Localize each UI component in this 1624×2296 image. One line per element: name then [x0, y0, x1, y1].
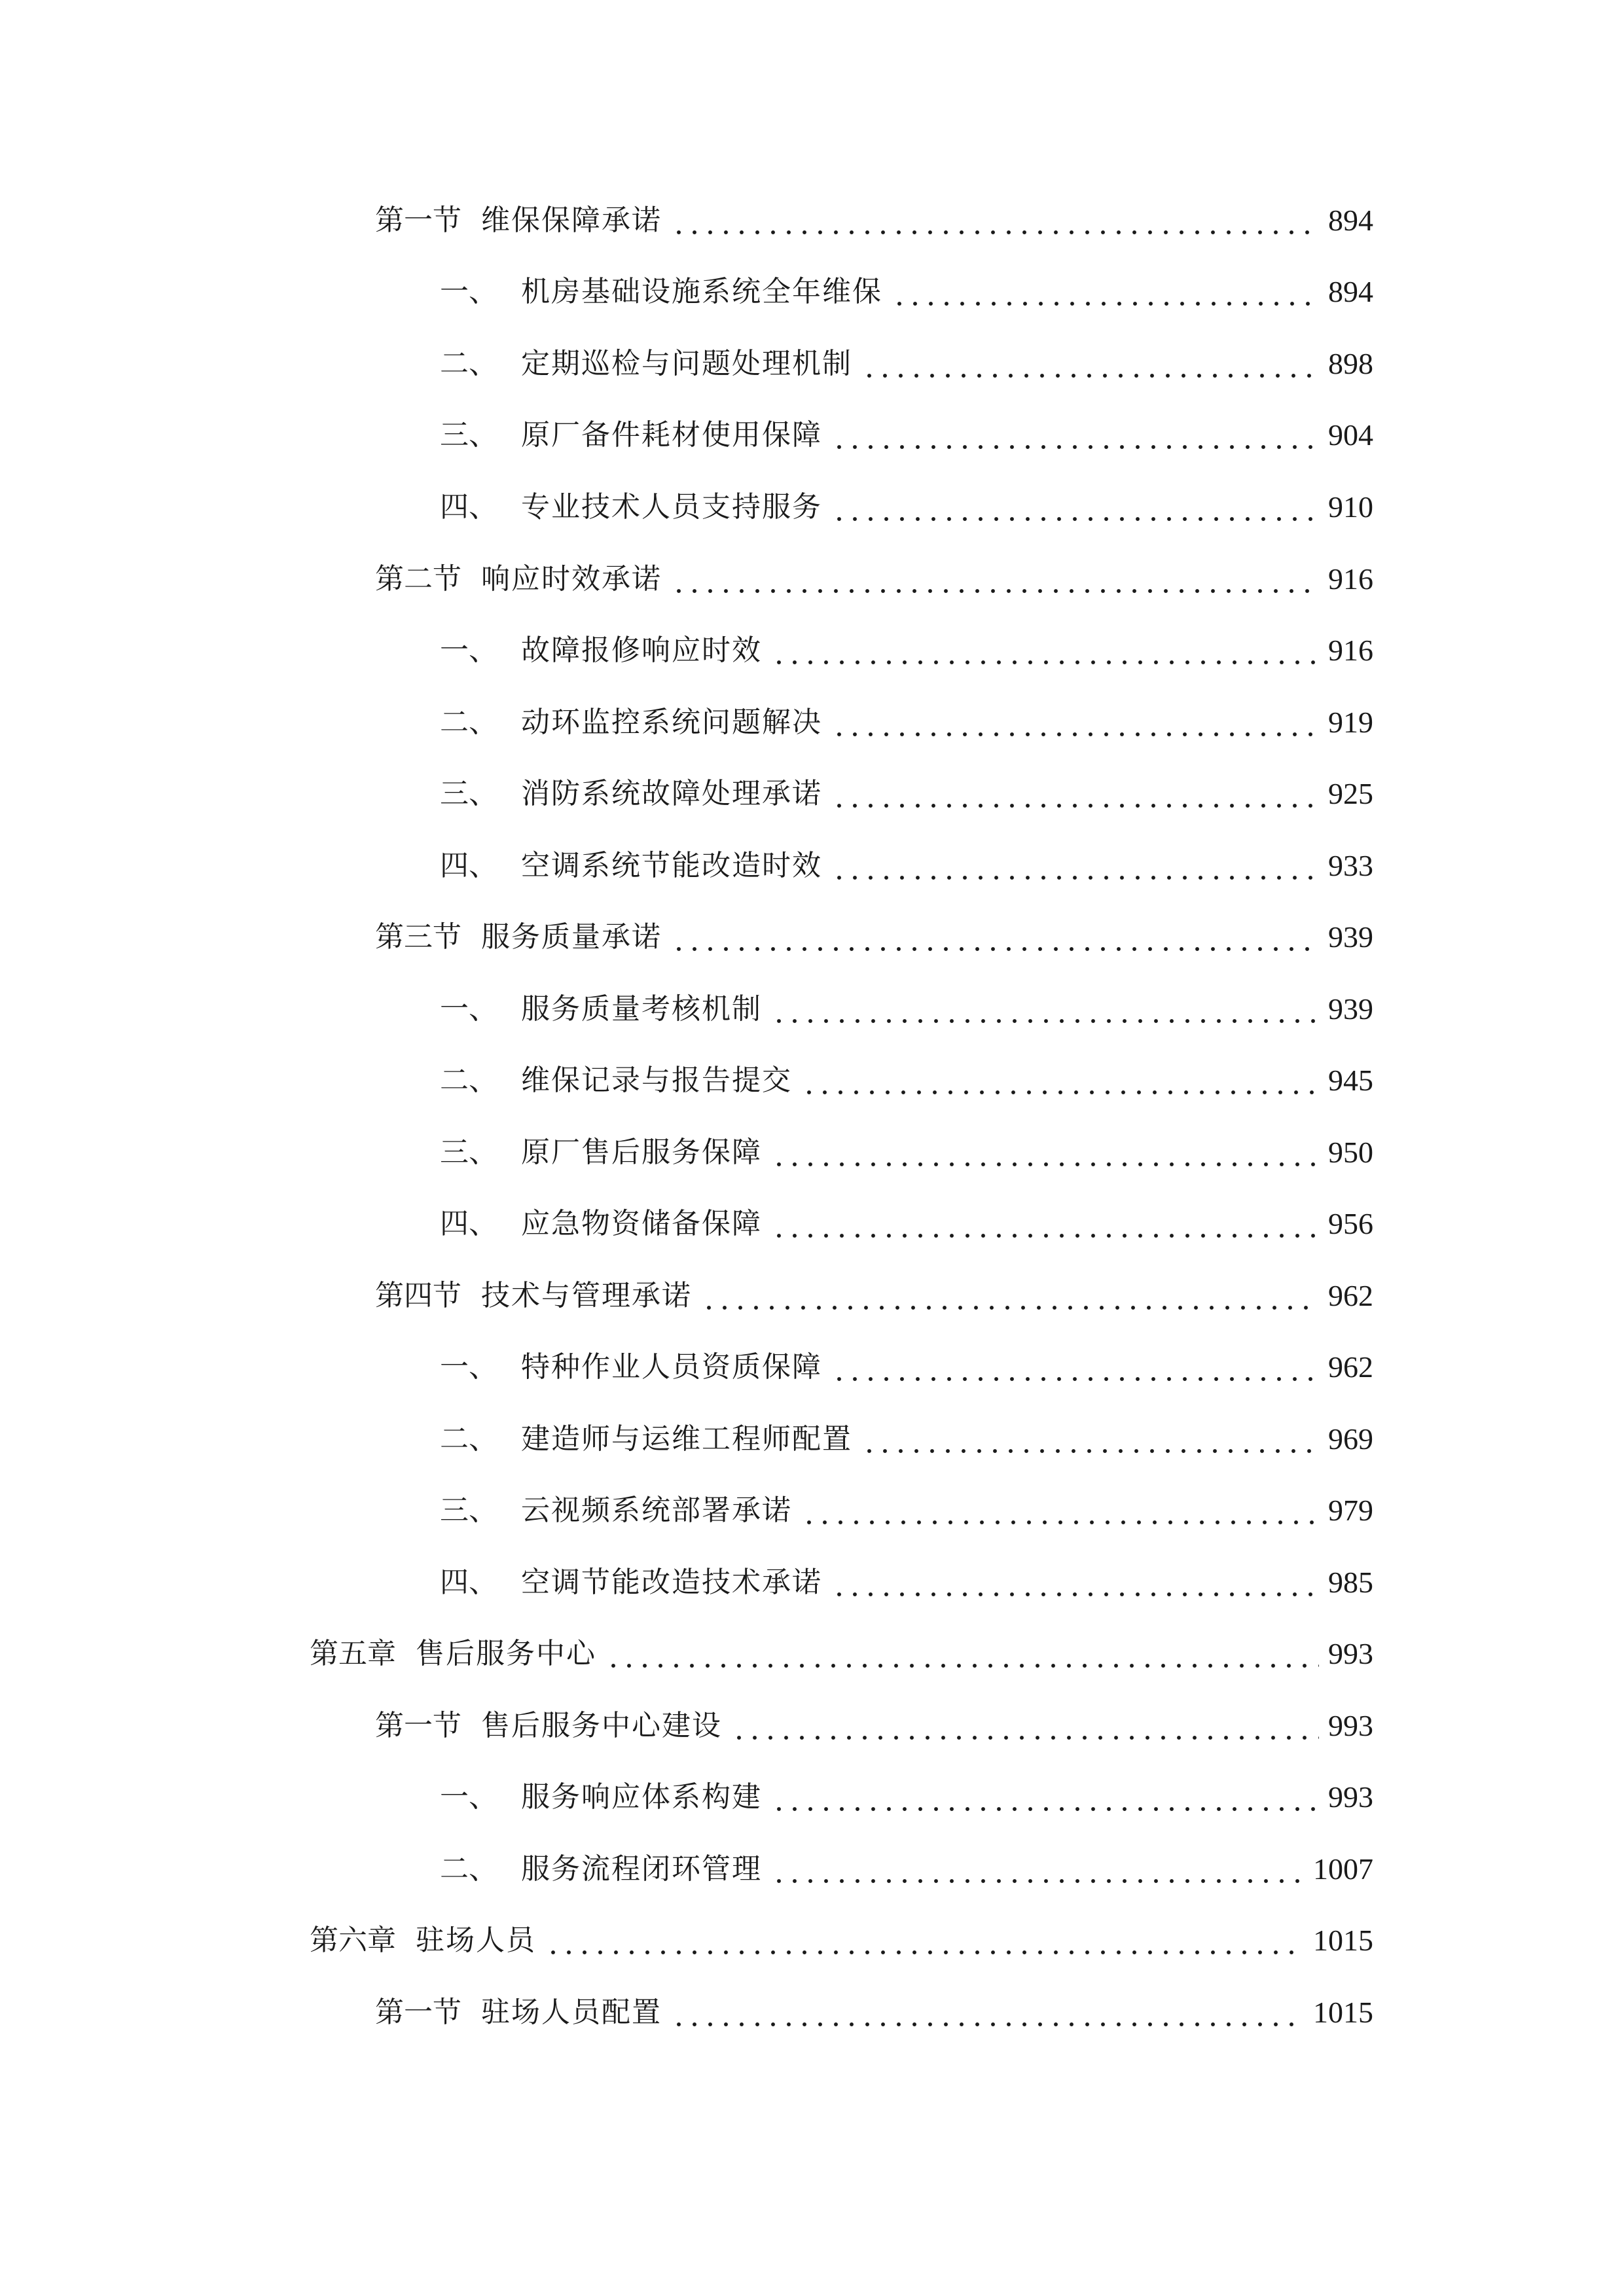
toc-page-number: 898 — [1328, 347, 1373, 380]
toc-entry-number: 二、 — [440, 347, 497, 380]
toc-page-number: 962 — [1328, 1350, 1373, 1384]
toc-entry-subsection[interactable] — [440, 266, 1373, 318]
toc-entry-title: 驻场人员 — [416, 1924, 536, 1957]
toc-entry-number: 四、 — [440, 490, 497, 524]
toc-entry-label: 第一节 — [375, 204, 461, 237]
toc-entry-title: 应急物资储备保障 — [521, 1207, 762, 1240]
toc-entry-subsection[interactable] — [440, 338, 1373, 390]
toc-entry-subsection[interactable] — [440, 1843, 1373, 1895]
toc-entry-title: 服务质量考核机制 — [521, 992, 762, 1026]
toc-page-number: 894 — [1328, 204, 1373, 237]
toc-entry-subsection[interactable] — [440, 1413, 1373, 1465]
toc-entry-section[interactable] — [375, 1986, 1373, 2039]
toc-entry-title: 服务响应体系构建 — [521, 1780, 762, 1814]
toc-entry-title: 定期巡检与问题处理机制 — [521, 347, 852, 380]
toc-dot-leader — [771, 1843, 1304, 1895]
toc-entry-title: 原厂备件耗材使用保障 — [521, 418, 822, 452]
toc-entry-section[interactable] — [375, 1270, 1373, 1322]
toc-dot-leader — [771, 1198, 1319, 1250]
toc-dot-leader — [801, 1484, 1319, 1537]
toc-entry-subsection[interactable] — [440, 1054, 1373, 1107]
toc-entry-label: 第三节 — [375, 920, 461, 954]
toc-entry-subsection[interactable] — [440, 1556, 1373, 1609]
toc-entry-number: 一、 — [440, 1350, 497, 1384]
toc-dot-leader — [731, 1700, 1319, 1752]
toc-entry-title: 云视频系统部署承诺 — [521, 1494, 792, 1527]
toc-page-number: 933 — [1328, 849, 1373, 882]
toc-dot-leader — [831, 481, 1319, 533]
toc-page-number: 945 — [1328, 1064, 1373, 1097]
toc-dot-leader — [771, 1771, 1319, 1823]
toc-entry-section[interactable] — [375, 194, 1373, 247]
toc-page-number: 950 — [1328, 1136, 1373, 1169]
toc-entry-title: 机房基础设施系统全年维保 — [521, 275, 882, 308]
toc-dot-leader — [671, 1986, 1304, 2039]
toc-entry-label: 第五章 — [310, 1637, 396, 1670]
toc-dot-leader — [671, 194, 1319, 247]
toc-entry-number: 二、 — [440, 1064, 497, 1097]
toc-dot-leader — [801, 1054, 1319, 1107]
toc-page-number: 916 — [1328, 562, 1373, 596]
toc-entry-number: 二、 — [440, 1422, 497, 1456]
toc-entry-label: 第四节 — [375, 1279, 461, 1312]
toc-page-number: 1007 — [1313, 1852, 1373, 1886]
toc-entry-subsection[interactable] — [440, 840, 1373, 892]
toc-entry-title: 驻场人员配置 — [481, 1996, 662, 2029]
toc-entry-number: 三、 — [440, 1494, 497, 1527]
toc-dot-leader — [831, 1341, 1319, 1393]
toc-page-number: 956 — [1328, 1207, 1373, 1240]
toc-page-number: 993 — [1328, 1780, 1373, 1814]
toc-entry-section[interactable] — [375, 1700, 1373, 1752]
toc-entry-number: 二、 — [440, 1852, 497, 1886]
toc-entry-title: 动环监控系统问题解决 — [521, 706, 822, 739]
toc-dot-leader — [831, 768, 1319, 820]
toc-page-number: 919 — [1328, 706, 1373, 739]
toc-entry-number: 三、 — [440, 777, 497, 810]
toc-entry-chapter[interactable] — [310, 1914, 1373, 1967]
toc-page-number: 916 — [1328, 634, 1373, 667]
toc-entry-title: 技术与管理承诺 — [481, 1279, 692, 1312]
toc-entry-title: 专业技术人员支持服务 — [521, 490, 822, 524]
toc-entry-title: 原厂售后服务保障 — [521, 1136, 762, 1169]
toc-entry-title: 售后服务中心 — [416, 1637, 596, 1670]
toc-dot-leader — [831, 1556, 1319, 1609]
toc-entry-title: 服务质量承诺 — [481, 920, 662, 954]
toc-entry-number: 一、 — [440, 275, 497, 308]
toc-page-number: 962 — [1328, 1279, 1373, 1312]
toc-entry-title: 特种作业人员资质保障 — [521, 1350, 822, 1384]
toc-entry-title: 建造师与运维工程师配置 — [521, 1422, 852, 1456]
toc-entry-label: 第六章 — [310, 1924, 396, 1957]
toc-entry-subsection[interactable] — [440, 983, 1373, 1035]
toc-entry-subsection[interactable] — [440, 768, 1373, 820]
toc-entry-label: 第一节 — [375, 1996, 461, 2029]
toc-entry-subsection[interactable] — [440, 624, 1373, 677]
toc-page-number: 939 — [1328, 992, 1373, 1026]
toc-dot-leader — [771, 624, 1319, 677]
toc-entry-title: 服务流程闭环管理 — [521, 1852, 762, 1886]
toc-entry-subsection[interactable] — [440, 409, 1373, 461]
toc-dot-leader — [861, 1413, 1319, 1465]
toc-dot-leader — [831, 840, 1319, 892]
toc-page-number: 894 — [1328, 275, 1373, 308]
toc-page-number: 1015 — [1313, 1924, 1373, 1957]
toc-entry-subsection[interactable] — [440, 1771, 1373, 1823]
toc-dot-leader — [831, 696, 1319, 749]
toc-page-number: 969 — [1328, 1422, 1373, 1456]
toc-entry-label: 第一节 — [375, 1709, 461, 1742]
toc-entry-number: 二、 — [440, 706, 497, 739]
toc-dot-leader — [861, 338, 1319, 390]
toc-entry-number: 一、 — [440, 1780, 497, 1814]
toc-page-number: 910 — [1328, 490, 1373, 524]
toc-entry-title: 消防系统故障处理承诺 — [521, 777, 822, 810]
toc-entry-title: 维保保障承诺 — [481, 204, 662, 237]
toc-dot-leader — [671, 911, 1319, 963]
toc-page-number: 925 — [1328, 777, 1373, 810]
toc-page-number: 1015 — [1313, 1996, 1373, 2029]
toc-dot-leader — [831, 409, 1319, 461]
toc-entry-number: 四、 — [440, 849, 497, 882]
toc-dot-leader — [545, 1914, 1304, 1967]
toc-entry-number: 三、 — [440, 1136, 497, 1169]
toc-page-number: 904 — [1328, 418, 1373, 452]
toc-entry-number: 四、 — [440, 1566, 497, 1599]
toc-entry-title: 售后服务中心建设 — [481, 1709, 722, 1742]
toc-entry-number: 一、 — [440, 992, 497, 1026]
toc-dot-leader — [771, 983, 1319, 1035]
toc-entry-section[interactable] — [375, 553, 1373, 605]
toc-page-number: 939 — [1328, 920, 1373, 954]
toc-entry-title: 空调节能改造技术承诺 — [521, 1566, 822, 1599]
toc-entry-title: 维保记录与报告提交 — [521, 1064, 792, 1097]
toc-entry-number: 一、 — [440, 634, 497, 667]
toc-dot-leader — [605, 1628, 1319, 1680]
toc-page-number: 993 — [1328, 1637, 1373, 1670]
toc-entry-section[interactable] — [375, 911, 1373, 963]
toc-entry-number: 四、 — [440, 1207, 497, 1240]
toc-entry-subsection[interactable] — [440, 696, 1373, 749]
toc-entry-subsection[interactable] — [440, 1198, 1373, 1250]
toc-entry-subsection[interactable] — [440, 481, 1373, 533]
toc-dot-leader — [771, 1126, 1319, 1179]
toc-page-number: 985 — [1328, 1566, 1373, 1599]
toc-dot-leader — [701, 1270, 1319, 1322]
toc-entry-subsection[interactable] — [440, 1341, 1373, 1393]
toc-entry-subsection[interactable] — [440, 1484, 1373, 1537]
toc-entry-title: 故障报修响应时效 — [521, 634, 762, 667]
toc-entry-subsection[interactable] — [440, 1126, 1373, 1179]
toc-dot-leader — [892, 266, 1319, 318]
toc-page-number: 979 — [1328, 1494, 1373, 1527]
toc-entry-number: 三、 — [440, 418, 497, 452]
toc-entry-title: 响应时效承诺 — [481, 562, 662, 596]
toc-entry-title: 空调系统节能改造时效 — [521, 849, 822, 882]
toc-dot-leader — [671, 553, 1319, 605]
toc-entry-chapter[interactable] — [310, 1628, 1373, 1680]
toc-entry-label: 第二节 — [375, 562, 461, 596]
toc-page-number: 993 — [1328, 1709, 1373, 1742]
